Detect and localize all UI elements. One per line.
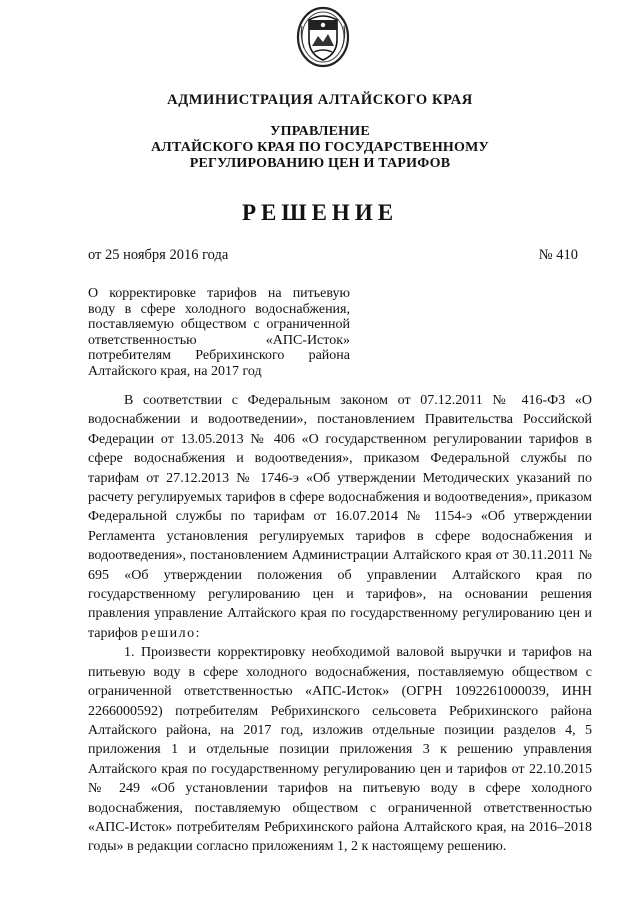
preamble-paragraph [88, 391, 592, 643]
decided-text: решило: [141, 625, 202, 641]
coat-of-arms-icon [296, 6, 350, 68]
department-line: РЕГУЛИРОВАНИЮ ЦЕН И ТАРИФОВ [189, 156, 451, 171]
department-title [0, 124, 640, 172]
document-subject: О корректировке тарифов на питьевую воду в сфере холодного водоснабжения, поставляемую обществом с ограниченной ответственностью «АПС-Исток» потребителям Ребрихинского района Алтайского края, на 2017 год [88, 286, 350, 379]
administration-title: АДМИНИСТРАЦИЯ АЛТАЙСКОГО КРАЯ [167, 92, 473, 108]
department-line: АЛТАЙСКОГО КРАЯ ПО ГОСУДАРСТВЕННОМУ [151, 140, 489, 155]
document-body [88, 391, 592, 857]
document-number: № 410 [538, 247, 578, 263]
item-1-paragraph: 1. Произвести корректировку необходимой валовой выручки и тарифов на питьевую воду в сфере холодного водоснабжения, поставляемую обществом с ограниченной ответственностью «АПС-Исток» (ОГРН 1092261000039, ИНН 2266000592) потребителям Ребрихинского сельсовета Ребрихинского района Алтайского района, на 2017 год, изложив отдельные позиции разделов 4, 5 приложения 1 и отдельные позиции приложения 3 к решению управления Алтайского края по государственному регулированию цен и тарифов от 22.10.2015 № 249 «Об установлении тарифов на питьевую воду в сфере холодного водоснабжения, поставляемую обществом с ограниченной ответственностью «АПС-Исток» потребителям Ребрихинского района Алтайского края, на 2016–2018 годы» в редакции согласно приложениям 1, 2 к настоящему решению. [88, 645, 592, 855]
document-date: от 25 ноября 2016 года [88, 247, 229, 263]
document-type-heading: РЕШЕНИЕ [241, 200, 399, 225]
preamble-text: В соответствии с Федеральным законом от 07.12.2011 № 416-ФЗ «О водоснабжении и водоотведении», постановлением Правительства Российской Федерации от 13.05.2013 № 406 «О государственном регулировании тарифов в сфере водоснабжения и водоотведения», приказом Федеральной службы по тарифам от 27.12.2013 № 1746-э «Об утверждении Методических указаний по расчету регулируемых тарифов в сфере водоснабжения и водоотведения», приказом Федеральной службы по тарифам от 16.07.2014 № 1154-э «Об утверждении Регламента установления регулируемых тарифов в сфере водоснабжения и водоотведения», постановлением Администрации Алтайского края от 30.11.2011 № 695 «Об утверждении положения об управлении Алтайского края по государственному регулированию цен и тарифов», на основании решения правления управление Алтайского края по государственному регулированию цен и тарифов [88, 393, 592, 641]
department-line: УПРАВЛЕНИЕ [270, 124, 370, 139]
